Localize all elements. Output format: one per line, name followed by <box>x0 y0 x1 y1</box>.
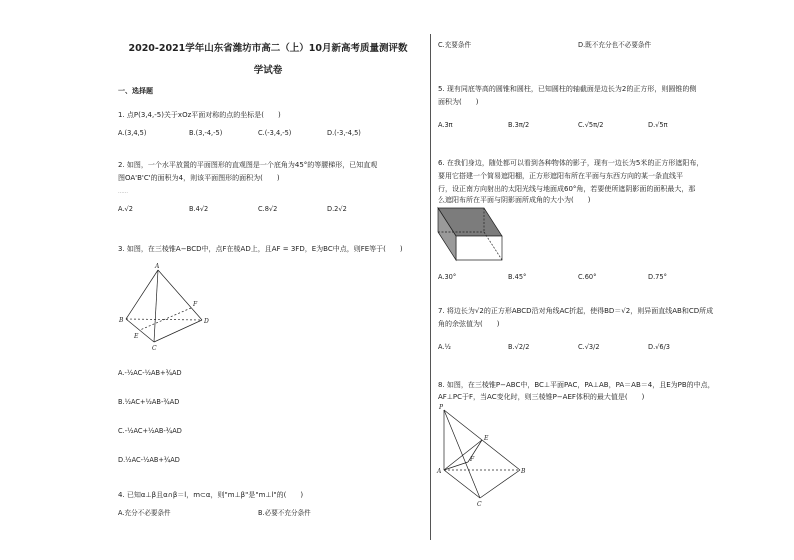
q4-option-b[interactable]: B.必要不充分条件 <box>258 509 311 517</box>
title-line-2: 学试卷 <box>253 65 283 76</box>
q1-stem: 1. 点P(3,4,-5)关于xOz平面对称的点的坐标是( ) <box>118 111 281 119</box>
q6-stem-line-1: 6. 在我们身边，随处都可以看到各种物体的影子，现有一边长为5米的正方形遮阳布， <box>438 159 704 167</box>
q1-option-a[interactable]: A.(3,4,5) <box>118 129 147 137</box>
q7-stem-line-2: 角的余弦值为( ) <box>438 320 500 328</box>
q8-stem-line-2: AF⊥PC于F，当AC变化时，则三棱锥P−AEF体积的最大值是( ) <box>438 393 645 401</box>
exam-title <box>118 42 418 78</box>
q8-pyramid-figure <box>436 404 526 508</box>
q2-option-d[interactable]: D.2√2 <box>327 205 347 213</box>
q3-stem: 3. 如图，在三棱锥A−BCD中，点F在棱AD上，且AF = 3FD，E为BC中点，则FE等于( ) <box>118 245 403 253</box>
q3-option-a[interactable]: A.-½AC-½AB+¾AD <box>118 369 182 377</box>
q3-label-b: B <box>119 317 124 324</box>
q6-option-c[interactable]: C.60° <box>578 273 597 281</box>
q4-option-d[interactable]: D.既不充分也不必要条件 <box>578 41 652 49</box>
q1-option-c[interactable]: C.(-3,4,-5) <box>258 129 292 137</box>
q1-option-d[interactable]: D.(-3,-4,5) <box>327 129 361 137</box>
q7-option-d[interactable]: D.√6/3 <box>648 343 670 351</box>
q7-stem-line-1: 7. 将边长为√2的正方形ABCD沿对角线AC折起，使得BD＝√2，则异面直线AB和CD所成 <box>438 307 714 315</box>
q8-label-f: F <box>470 456 475 463</box>
q3-option-b[interactable]: B.½AC+½AB-¾AD <box>118 398 180 406</box>
q5-stem-line-1: 5. 现有同底等高的圆锥和圆柱，已知圆柱的轴截面是边长为2的正方形，则圆锥的侧 <box>438 85 697 93</box>
q8-stem-line-1: 8. 如图，在三棱锥P−ABC中，BC⊥平面PAC，PA⊥AB，PA＝AB＝4，且E为PB的中点， <box>438 381 715 389</box>
q7-option-c[interactable]: C.√3/2 <box>578 343 600 351</box>
q3-label-a: A <box>155 263 160 270</box>
q2-stem-line-1: 2. 如图，一个水平放置的平面图形的直观图是一个底角为45°的等腰梯形，已知直观 <box>118 161 378 169</box>
q7-option-b[interactable]: B.√2/2 <box>508 343 530 351</box>
q3-option-d[interactable]: D.½AC-½AB+¾AD <box>118 456 180 464</box>
q2-option-c[interactable]: C.8√2 <box>258 205 278 213</box>
q8-label-c: C <box>477 501 482 508</box>
section-heading: 一、选择题 <box>118 87 153 95</box>
q3-label-f: F <box>193 301 198 308</box>
q4-option-a[interactable]: A.充分不必要条件 <box>118 509 171 517</box>
q5-stem-line-2: 面积为( ) <box>438 98 479 106</box>
q3-label-d: D <box>204 318 209 325</box>
q6-stem-line-4: 么遮阳布所在平面与阴影面所成角的大小为( ) <box>438 196 591 204</box>
q3-label-c: C <box>152 345 157 352</box>
q8-label-b: B <box>521 468 526 475</box>
q2-option-a[interactable]: A.√2 <box>118 205 133 213</box>
q6-option-b[interactable]: B.45° <box>508 273 527 281</box>
q5-option-c[interactable]: C.√5π/2 <box>578 121 604 129</box>
q6-option-d[interactable]: D.75° <box>648 273 667 281</box>
title-line-1: 2020-2021学年山东省潍坊市高二（上）10月新高考质量测评数 <box>128 43 408 54</box>
q6-option-a[interactable]: A.30° <box>438 273 457 281</box>
q6-stem-line-3: 行，设正南方向射出的太阳光线与地面成60°角，若要使所遮阴影面的面积最大，那 <box>438 185 696 193</box>
q3-tetrahedron-figure <box>116 262 216 352</box>
q2-mark: …… <box>118 189 128 195</box>
q2-option-b[interactable]: B.4√2 <box>189 205 209 213</box>
q1-option-b[interactable]: B.(3,-4,-5) <box>189 129 223 137</box>
column-divider <box>430 34 431 540</box>
q2-stem-line-2: 图OA'B'C'的面积为4，则该平面图形的面积为( ) <box>118 174 280 182</box>
q7-option-a[interactable]: A.½ <box>438 343 451 351</box>
q5-option-b[interactable]: B.3π/2 <box>508 121 530 129</box>
q5-option-a[interactable]: A.3π <box>438 121 453 129</box>
q4-stem: 4. 已知α⊥β且α∩β＝l，m⊂α，则"m⊥β"是"m⊥l"的( ) <box>118 491 304 499</box>
q6-stem-line-2: 要用它搭建一个简易遮阳棚，正方形遮阳布所在平面与东西方向的某一条直线平 <box>438 172 683 180</box>
q8-label-e: E <box>484 435 489 442</box>
q3-label-e: E <box>134 333 139 340</box>
q8-label-p: P <box>439 404 444 411</box>
q6-awning-figure <box>436 206 508 264</box>
q8-label-a: A <box>437 468 442 475</box>
q5-option-d[interactable]: D.√5π <box>648 121 668 129</box>
q4-option-c[interactable]: C.充要条件 <box>438 41 472 49</box>
q3-option-c[interactable]: C.-½AC+½AB-¾AD <box>118 427 182 435</box>
